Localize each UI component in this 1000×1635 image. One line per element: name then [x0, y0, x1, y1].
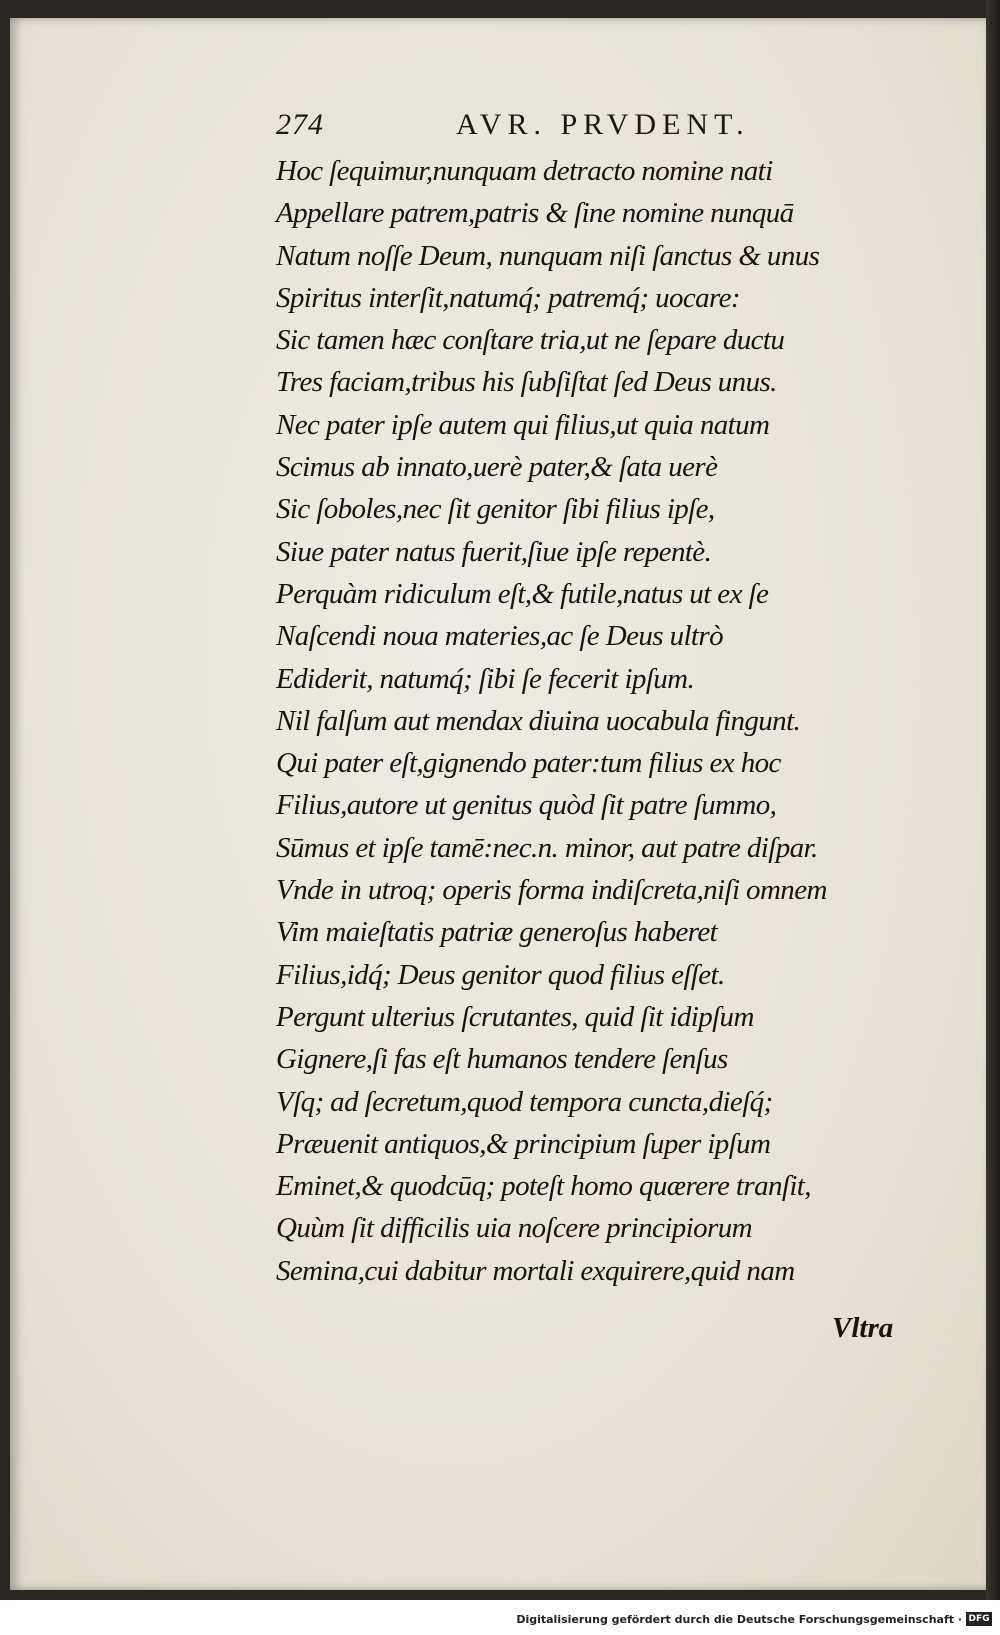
verse-line: Nil falſum aut mendax diuina uocabula fingunt.: [276, 704, 801, 737]
verse-line: Vim maieſtatis patriæ generoſus haberet: [276, 916, 718, 949]
verse-line: Perquàm ridiculum eſt,& futile,natus ut ex ſe: [276, 577, 769, 610]
verse-line: Spiritus interſit,natumq́; patremq́; uocare:: [276, 281, 740, 314]
verse-line: Naſcendi noua materies,ac ſe Deus ultrò: [276, 620, 723, 653]
page-number: 274: [276, 108, 324, 141]
running-title: AVR. PRVDENT.: [456, 108, 750, 141]
verse-line: Tres faciam,tribus his ſubſiſtat ſed Deus unus.: [276, 366, 777, 399]
verse-line: Sic ſoboles,nec ſit genitor ſibi filius ipſe,: [276, 493, 715, 526]
verse-line: Qui pater eſt,gignendo pater:tum filius ex hoc: [276, 747, 781, 780]
verse-line: Pergunt ulterius ſcrutantes, quid ſit idipſum: [276, 1000, 754, 1033]
verse-line: Siue pater natus fuerit,ſiue ipſe repentè.: [276, 535, 712, 568]
verse-text: [276, 150, 956, 1292]
catchword: Vltra: [832, 1312, 894, 1344]
verse-line: Nec pater ipſe autem qui filius,ut quia natum: [276, 408, 770, 441]
verse-line: Vnde in utroq; operis forma indiſcreta,niſi omnem: [276, 874, 827, 907]
page-header: [276, 108, 816, 152]
verse-line: Sic tamen hæc conſtare tria,ut ne ſepare ductu: [276, 324, 785, 357]
verse-line: Filius,idq́; Deus genitor quod filius eſſet.: [276, 958, 725, 991]
verse-line: Gignere,ſi fas eſt humanos tendere ſenſus: [276, 1043, 728, 1076]
verse-line: Eminet,& quodcūq; poteſt homo quærere tranſit,: [276, 1170, 811, 1203]
verse-line: Ediderit, natumq́; ſibi ſe fecerit ipſum.: [276, 662, 695, 695]
verse-line: Natum noſſe Deum, nunquam niſi ſanctus & unus: [276, 239, 820, 272]
verse-line: Sūmus et ipſe tamē:nec.n. minor, aut patre diſpar.: [276, 831, 818, 864]
verse-line: Filius,autore ut genitus quòd ſit patre ſummo,: [276, 789, 777, 822]
funding-credit: Digitalisierung gefördert durch die Deutsche Forschungsgemeinschaft ·: [516, 1613, 962, 1626]
dfg-logo-icon: DFG: [966, 1612, 992, 1626]
verse-line: Præuenit antiquos,& principium ſuper ipſum: [276, 1127, 771, 1160]
verse-line: Vſq; ad ſecretum,quod tempora cuncta,dieſq́;: [276, 1085, 773, 1118]
verse-line: Quùm ſit difficilis uia noſcere principiorum: [276, 1212, 752, 1245]
verse-line: Appellare patrem,patris & ſine nomine nunquā: [276, 197, 794, 230]
verse-line: Semina,cui dabitur mortali exquirere,quid nam: [276, 1254, 795, 1287]
page-edge-shadow: [986, 0, 1000, 1600]
verse-line: Hoc ſequimur,nunquam detracto nomine nati: [276, 155, 773, 187]
verse-line: Scimus ab innato,uerè pater,& ſata uerè: [276, 451, 718, 484]
